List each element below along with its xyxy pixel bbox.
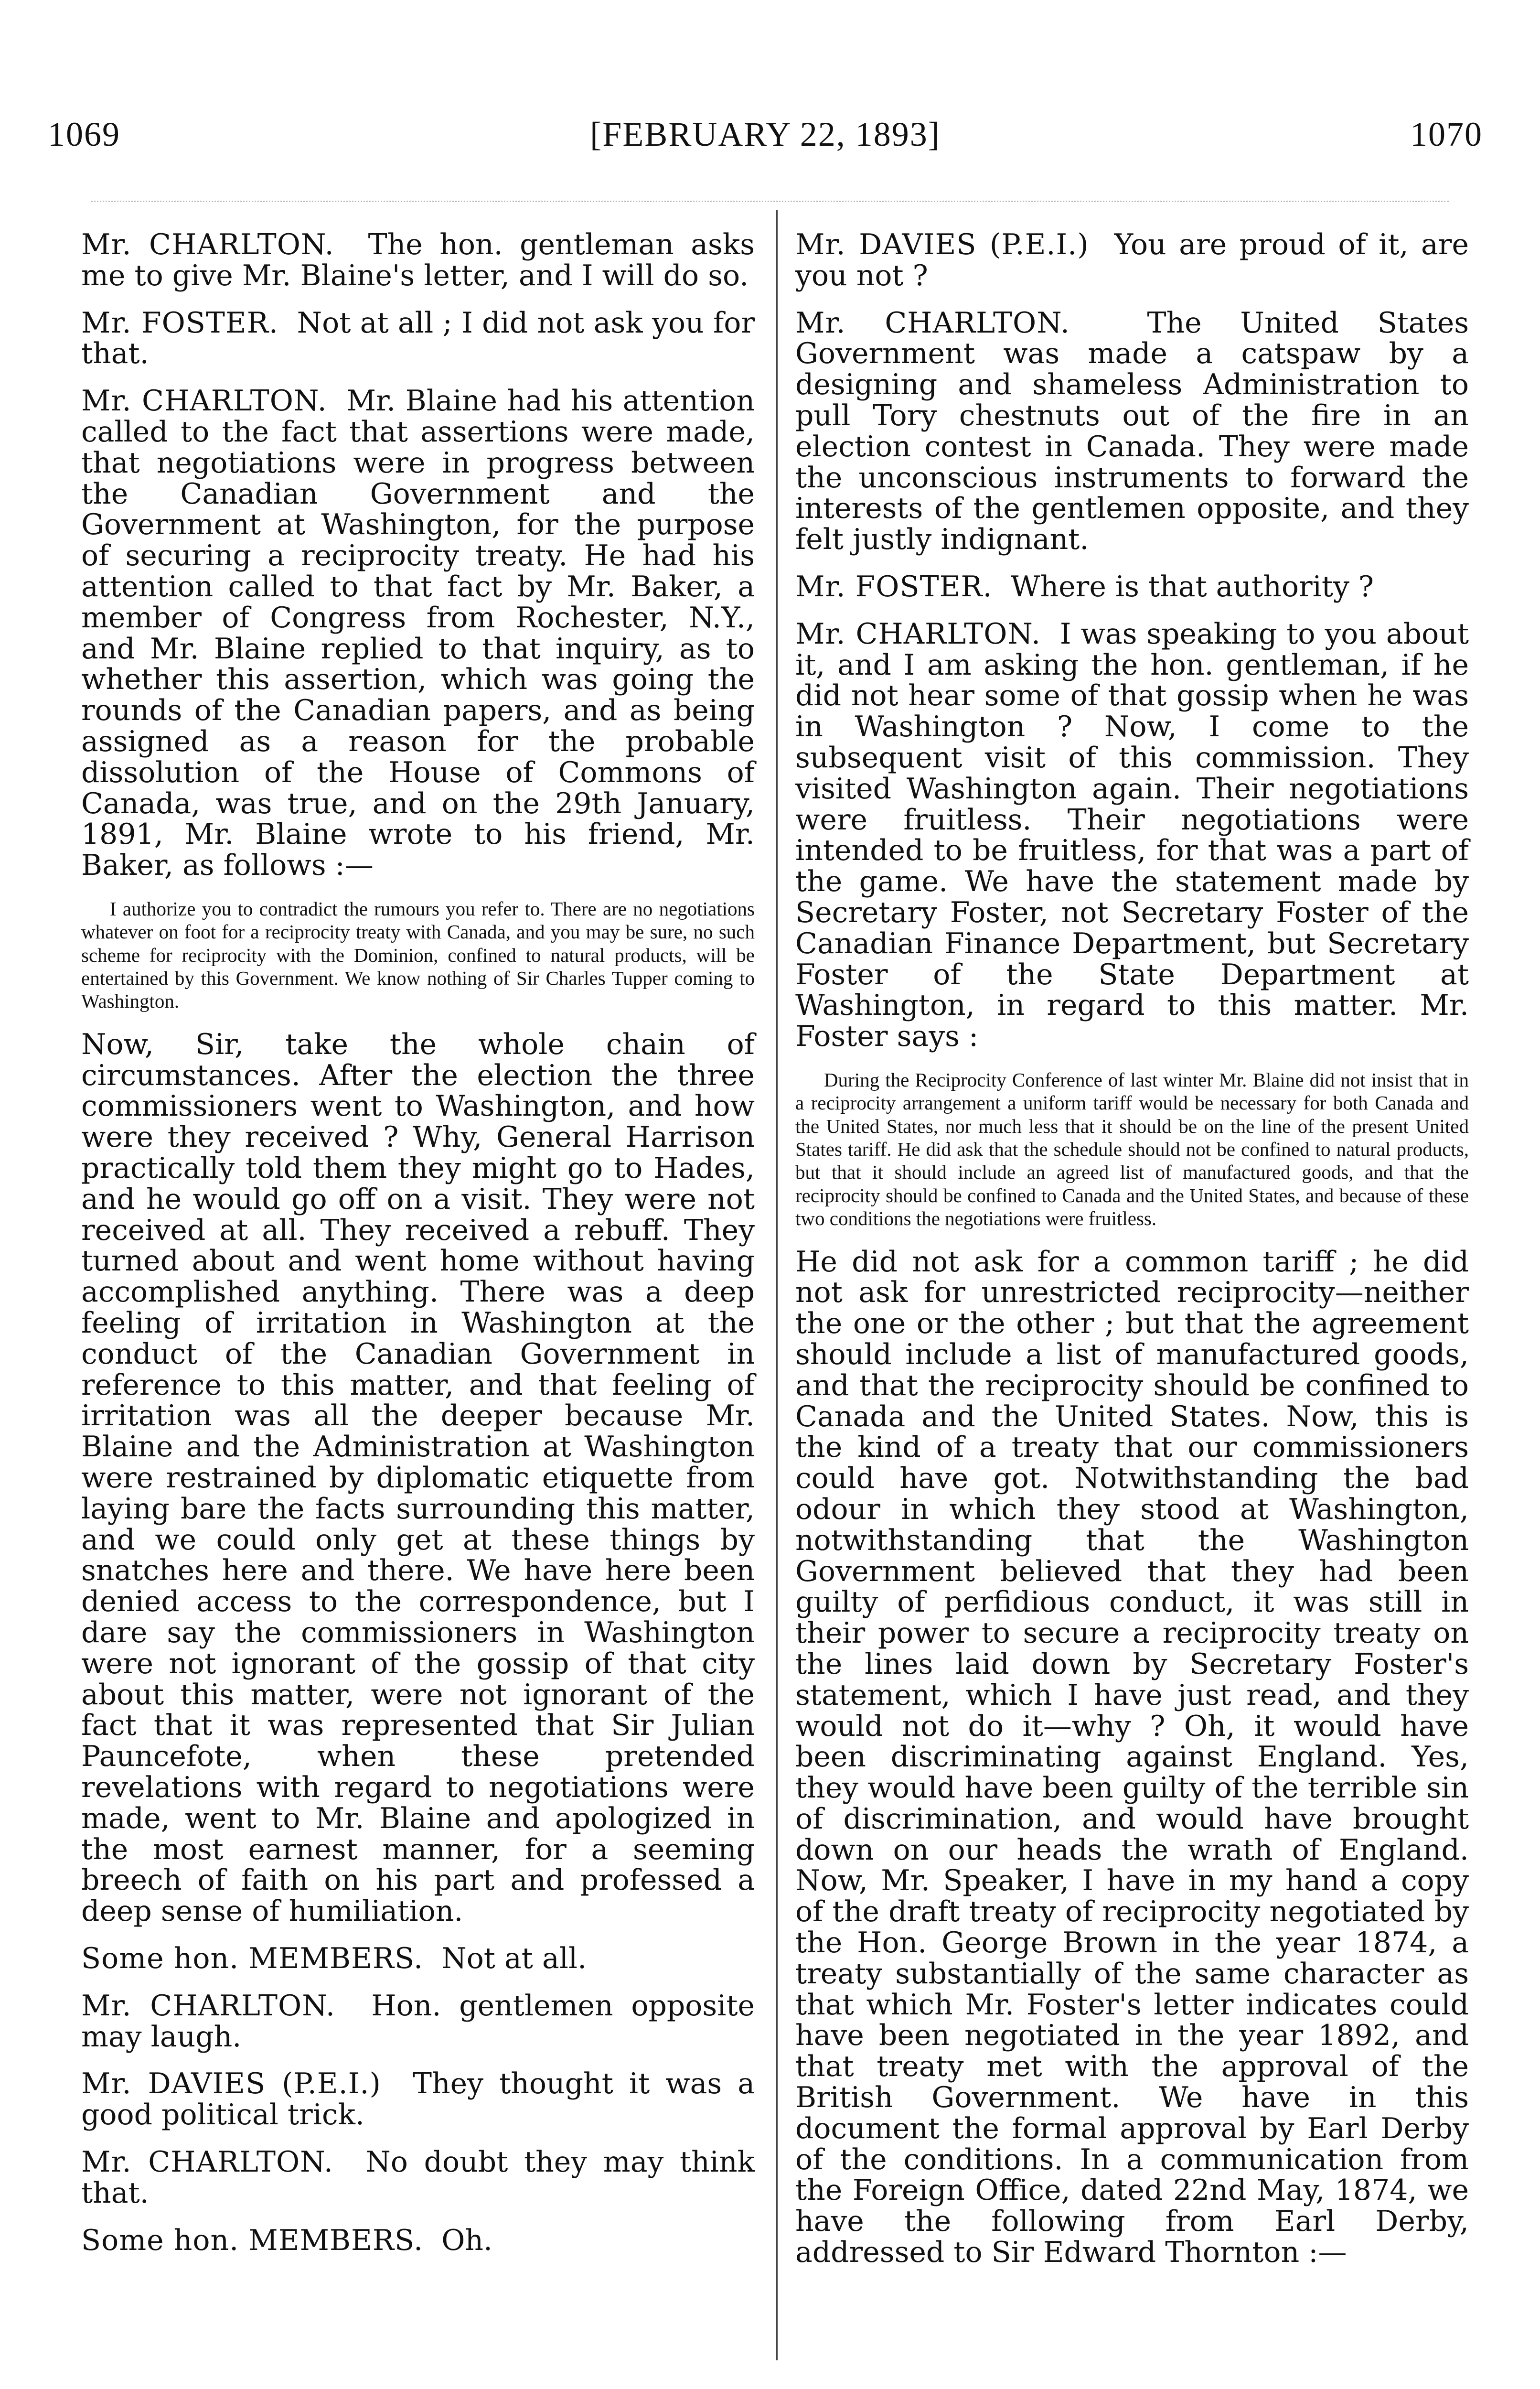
quoted-letter (81, 897, 755, 1013)
paragraph (795, 308, 1469, 555)
quoted-statement (795, 1068, 1469, 1230)
speech-text: The United States Government was made a catspaw by a designing and shameless Administration to pull Tory chestnuts out of the fire in an election contest in Canada. They were made the unconscious instruments to forward the interests of the gentlemen opposite, and they felt justly indignant. (795, 306, 1469, 557)
paragraph (795, 1247, 1469, 2268)
paragraph (81, 229, 755, 291)
speaker-name: Some hon. MEMBERS. (81, 1941, 424, 1975)
speech-text: I was speaking to you about it, and I am asking the hon. gentleman, if he did not hear some of that gossip when he was in Washington ? Now, I come to the subsequent visit of this commission. They visited Washington again. Their negotiations were fruitless. Their negotiations were intended to be fruitless, for that was a part of the game. We have the statement made by Secretary Foster, not Secretary Foster of the Canadian Finance Department, but Secretary Foster of the State Department at Washington, in regard to this matter. Mr. Foster says : (795, 617, 1469, 1054)
speaker-name: Some hon. MEMBERS. (81, 2223, 424, 2257)
speech-text: The hon. gentleman asks me to give Mr. Blaine's letter, and I will do so. (81, 228, 755, 292)
speech-text: He did not ask for a common tariff ; he did not ask for unrestricted reciprocity—neither the one or the other ; but that the agreement should include a list of manufactured goods, and that the reciprocity should be confined to Canada and the United States. Now, this is the kind of a treaty that our commissioners could have got. Notwithstanding the bad odour in which they stood at Washington, notwithstanding that the Washington Government believed that they had been guilty of perfidious conduct, it was still in their power to secure a reciprocity treaty on the lines laid down by Secretary Foster's statement, which I have just read, and they would not do it—why ? Oh, it would have been discriminating against England. Yes, they would have been guilty of the terrible sin of discrimination, and would have brought down on our heads the wrath of England. Now, Mr. Speaker, I have in my hand a copy of the draft treaty of reciprocity negotiated by the Hon. George Brown in the year 1874, a treaty substantially of the same character as that which Mr. Foster's letter indicates could have been negotiated in the year 1892, and that treaty met with the approval of the British Government. We have in this document the formal approval by Earl Derby of the conditions. In a communication from the Foreign Office, dated 22nd May, 1874, we have the following from Earl Derby, addressed to Sir Edward Thornton :— (795, 1245, 1469, 2270)
speaker-name: Mr. DAVIES (P.E.I.) (81, 2067, 381, 2101)
speech-text: Oh. (441, 2223, 493, 2257)
paragraph (81, 308, 755, 370)
speech-text: Not at all. (441, 1941, 587, 1975)
paragraph (81, 386, 755, 881)
speech-text: Hon. gentlemen opposite may laugh. (81, 1989, 755, 2054)
page-number-left: 1069 (48, 115, 120, 153)
paragraph (795, 571, 1469, 603)
speech-text: No doubt they may think that. (81, 2145, 755, 2210)
paragraph (81, 2225, 755, 2256)
paragraph (81, 2147, 755, 2209)
speech-text: Mr. Blaine had his attention called to the fact that assertions were made, that negotiations were in progress between the Canadian Government and the Government at Washington, for the purpose of securing a reciprocity treaty. He had his attention called to that fact by Mr. Baker, a member of Congress from Rochester, N.Y., and Mr. Blaine replied to that inquiry, as to whether this assertion, which was going the rounds of the Canadian papers, and as being assigned as a reason for the probable dissolution of the House of Commons of Canada, was true, and on the 29th January, 1891, Mr. Blaine wrote to his friend, Mr. Baker, as follows :— (81, 384, 755, 882)
column-divider (776, 210, 778, 2360)
speech-text: Now, Sir, take the whole chain of circumstances. After the election the three commissioners went to Washington, and how were they received ? Why, General Harrison practically told them they might go to Hades, and he would go off on a visit. They were not received at all. They received a rebuff. They turned about and went home without having accomplished anything. There was a deep feeling of irritation in Washington at the conduct of the Canadian Government in reference to this matter, and that feeling of irritation was all the deeper because Mr. Blaine and the Administration at Washington were restrained by diplomatic etiquette from laying bare the facts surrounding this matter, and we could only get at these things by snatches here and there. We have here been denied access to the correspondence, but I dare say the commissioners in Washington were not ignorant of the gossip of that city about this matter, were not ignorant of the fact that it was represented that Sir Julian Pauncefote, when these pretended revelations with regard to negotiations were made, went to Mr. Blaine and apologized in the most earnest manner, for a seeming breech of faith on his part and professed a deep sense of humiliation. (81, 1027, 755, 1928)
speaker-name: Mr. CHARLTON. (795, 306, 1070, 340)
page-header (48, 115, 1483, 167)
paragraph (81, 1991, 755, 2053)
speech-text: Where is that authority ? (1010, 570, 1374, 603)
speaker-name: Mr. FOSTER. (81, 306, 278, 340)
speaker-name: Mr. DAVIES (P.E.I.) (795, 228, 1089, 261)
left-column (81, 229, 755, 2272)
header-rule (91, 201, 1449, 202)
speech-text: They thought it was a good political trick. (81, 2067, 755, 2132)
quote-text: I authorize you to contradict the rumours you refer to. There are no negotiations whatever on foot for a reciprocity treaty with Canada, and you may be sure, no such scheme for reciprocity with the Dominion, confined to natural products, will be entertained by this Government. We know nothing of Sir Charles Tupper coming to Washington. (81, 897, 755, 1012)
page-number-right: 1070 (1410, 115, 1483, 153)
speaker-name: Mr. CHARLTON. (81, 1989, 335, 2023)
page-date: [FEBRUARY 22, 1893] (590, 115, 941, 153)
speaker-name: Mr. CHARLTON. (81, 228, 334, 261)
speaker-name: Mr. CHARLTON. (81, 384, 327, 418)
speaker-name: Mr. FOSTER. (795, 570, 993, 603)
paragraph (795, 229, 1469, 291)
paragraph (81, 2068, 755, 2131)
paragraph (81, 1029, 755, 1927)
quote-text: During the Reciprocity Conference of last winter Mr. Blaine did not insist that in a reciprocity arrangement a uniform tariff would be necessary for both Canada and the United States, nor much less that it should be on the line of the present United States tariff. He did ask that the schedule should not be confined to natural products, but that it should include an agreed list of manufactured goods, and that the reciprocity should be confined to Canada and the United States, and because of these two conditions the negotiations were fruitless. (795, 1068, 1469, 1230)
speech-text: Not at all ; I did not ask you for that. (81, 306, 755, 371)
speech-text: You are proud of it, are you not ? (795, 228, 1469, 292)
speaker-name: Mr. CHARLTON. (795, 617, 1041, 651)
right-column (795, 229, 1469, 2284)
speaker-name: Mr. CHARLTON. (81, 2145, 333, 2179)
paragraph (795, 619, 1469, 1052)
paragraph (81, 1943, 755, 1974)
